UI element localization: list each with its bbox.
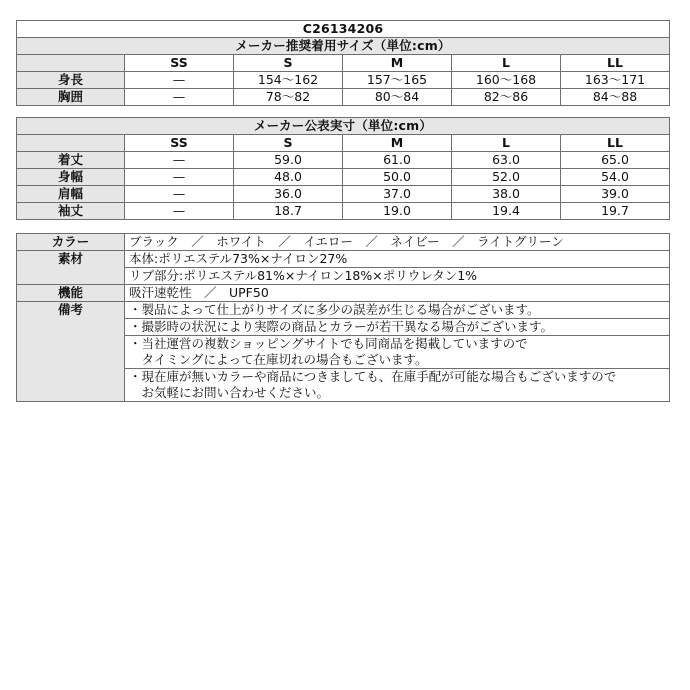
- material-label: 素材: [17, 251, 125, 285]
- table-cell: 54.0: [561, 169, 670, 186]
- table-cell: 84～88: [561, 89, 670, 106]
- table-row: [17, 285, 670, 302]
- table-row: [17, 72, 670, 89]
- table-row: [17, 234, 670, 251]
- table-row: [17, 169, 670, 186]
- note-line: お気軽にお問い合わせください。: [125, 385, 670, 402]
- size-header: S: [234, 135, 343, 152]
- table-cell: —: [125, 169, 234, 186]
- table-cell: 78～82: [234, 89, 343, 106]
- table-cell: 18.7: [234, 203, 343, 220]
- row-label: 袖丈: [17, 203, 125, 220]
- table-row: [17, 186, 670, 203]
- table-cell: 36.0: [234, 186, 343, 203]
- table-cell: —: [125, 203, 234, 220]
- note-line: ・現在庫が無いカラーや商品につきましても、在庫手配が可能な場合もございますので: [125, 369, 670, 386]
- table-cell: 163～171: [561, 72, 670, 89]
- table-cell: 37.0: [343, 186, 452, 203]
- table-cell: 50.0: [343, 169, 452, 186]
- table-cell: —: [125, 152, 234, 169]
- table-cell: —: [125, 72, 234, 89]
- notes-label: 備考: [17, 302, 125, 402]
- product-details-table: [16, 233, 670, 402]
- row-label: 胸囲: [17, 89, 125, 106]
- table-cell: 59.0: [234, 152, 343, 169]
- table-cell: 61.0: [343, 152, 452, 169]
- table-cell: 52.0: [452, 169, 561, 186]
- color-label: カラー: [17, 234, 125, 251]
- recommended-size-table: [16, 20, 670, 106]
- material-line: 本体:ポリエステル73%×ナイロン27%: [125, 251, 670, 268]
- table-row: [17, 251, 670, 268]
- function-value: 吸汗速乾性 ／ UPF50: [125, 285, 670, 302]
- table-cell: 63.0: [452, 152, 561, 169]
- table-cell: 39.0: [561, 186, 670, 203]
- table-cell: 19.7: [561, 203, 670, 220]
- row-label: 身幅: [17, 169, 125, 186]
- material-line: リブ部分:ポリエステル81%×ナイロン18%×ポリウレタン1%: [125, 268, 670, 285]
- table-cell: 154～162: [234, 72, 343, 89]
- actual-size-table: [16, 117, 670, 220]
- size-header: S: [234, 55, 343, 72]
- size-header: LL: [561, 55, 670, 72]
- note-line: ・当社運営の複数ショッピングサイトでも同商品を掲載していますので: [125, 336, 670, 353]
- size-header: L: [452, 55, 561, 72]
- table-cell: 19.0: [343, 203, 452, 220]
- recommended-size-title: メーカー推奨着用サイズ（単位:cm）: [17, 38, 670, 55]
- size-header: L: [452, 135, 561, 152]
- table-cell: 160～168: [452, 72, 561, 89]
- actual-size-title: メーカー公表実寸（単位:cm）: [17, 118, 670, 135]
- size-header: SS: [125, 135, 234, 152]
- table-row: [17, 152, 670, 169]
- note-line: ・製品によって仕上がりサイズに多少の誤差が生じる場合がございます。: [125, 302, 670, 319]
- table-cell: 82～86: [452, 89, 561, 106]
- table-cell: —: [125, 186, 234, 203]
- size-header: SS: [125, 55, 234, 72]
- corner-cell: [17, 55, 125, 72]
- row-label: 肩幅: [17, 186, 125, 203]
- color-value: ブラック ／ ホワイト ／ イエロー ／ ネイビー ／ ライトグリーン: [125, 234, 670, 251]
- note-line: ・撮影時の状況により実際の商品とカラーが若干異なる場合がございます。: [125, 319, 670, 336]
- table-row: [17, 302, 670, 319]
- product-code: C26134206: [17, 21, 670, 38]
- table-cell: 157～165: [343, 72, 452, 89]
- table-cell: 19.4: [452, 203, 561, 220]
- table-row: [17, 89, 670, 106]
- note-line: タイミングによって在庫切れの場合もございます。: [125, 352, 670, 369]
- row-label: 身長: [17, 72, 125, 89]
- row-label: 着丈: [17, 152, 125, 169]
- corner-cell: [17, 135, 125, 152]
- size-header: LL: [561, 135, 670, 152]
- table-cell: —: [125, 89, 234, 106]
- size-header: M: [343, 55, 452, 72]
- table-cell: 38.0: [452, 186, 561, 203]
- table-row: [17, 203, 670, 220]
- size-header: M: [343, 135, 452, 152]
- table-cell: 65.0: [561, 152, 670, 169]
- table-cell: 80～84: [343, 89, 452, 106]
- function-label: 機能: [17, 285, 125, 302]
- table-cell: 48.0: [234, 169, 343, 186]
